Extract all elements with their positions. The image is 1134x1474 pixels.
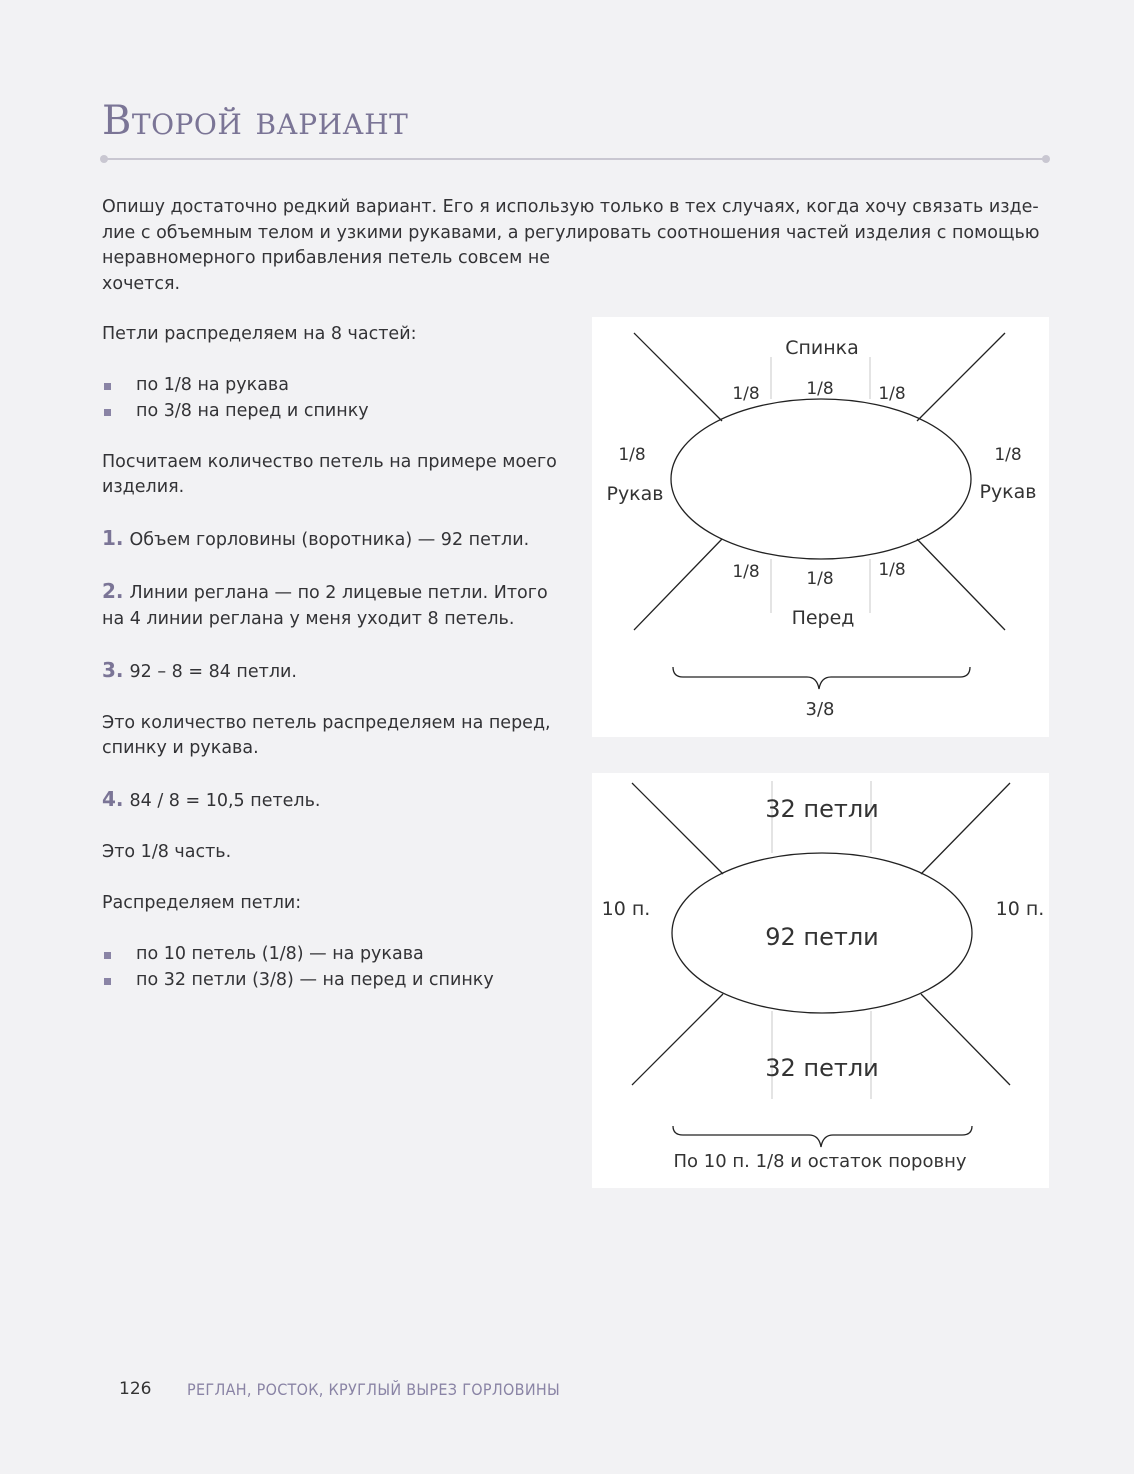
parts-list xyxy=(102,373,562,424)
label-right-loops: 10 п. xyxy=(995,898,1045,920)
brace-label: 3/8 xyxy=(805,699,835,720)
step-2 xyxy=(102,579,562,632)
step-text: Объем горловины (воротника) — 92 петли. xyxy=(129,530,530,550)
raglan-line xyxy=(917,539,1005,630)
brace xyxy=(673,667,970,689)
intro-line: хочется. xyxy=(102,273,181,294)
intro-line: неравномерного прибавления петель совсем не xyxy=(102,248,551,268)
distribute-loops xyxy=(102,891,562,917)
label-fraction: 1/8 xyxy=(732,384,760,404)
raglan-line xyxy=(634,333,722,421)
step-text: Линии реглана — по 2 лицевые петли. Итого xyxy=(129,583,548,603)
intro-paragraph xyxy=(102,195,1047,297)
count-intro xyxy=(102,450,562,501)
label-fraction: 1/8 xyxy=(994,445,1022,465)
brace-label: По 10 п. 1/8 и остаток поровну xyxy=(673,1151,967,1172)
label-fraction: 1/8 xyxy=(732,562,760,582)
step-text: 92 – 8 = 84 петли. xyxy=(129,661,297,682)
label-fraction: 1/8 xyxy=(878,384,906,404)
step-text: на 4 линии реглана у меня уходит 8 петель. xyxy=(102,608,515,629)
label-bottom-loops: 32 петли xyxy=(765,1054,879,1082)
label-fraction: 1/8 xyxy=(618,445,646,465)
count-intro-line: Посчитаем количество петель на примере моего xyxy=(102,451,557,472)
loops-list xyxy=(102,942,562,993)
running-head: РЕГЛАН, РОСТОК, КРУГЛЫЙ ВЫРЕЗ ГОРЛОВИНЫ xyxy=(187,1380,561,1399)
label-left-loops: 10 п. xyxy=(601,898,651,920)
step-1 xyxy=(102,526,562,554)
neckline-ellipse xyxy=(671,399,971,559)
distribute-note-line: Это количество петель распределяем на перед, xyxy=(102,712,551,733)
label-top-loops: 32 петли xyxy=(765,795,879,823)
distribute-note xyxy=(102,711,562,762)
intro-line: лие с объемным телом и узкими рукавами, а регулировать соотношения частей изделия с помощью xyxy=(102,222,1040,243)
label-fraction: 1/8 xyxy=(806,379,834,399)
label-sleeve-right: Рукав xyxy=(979,481,1037,503)
label-front: Перед xyxy=(791,607,855,629)
count-intro-line: изделия. xyxy=(102,477,185,497)
step-3 xyxy=(102,658,562,686)
raglan-line xyxy=(632,783,723,874)
page-number: 126 xyxy=(119,1379,152,1399)
raglan-fraction-diagram xyxy=(592,317,1049,737)
raglan-line xyxy=(917,333,1005,421)
label-fraction: 1/8 xyxy=(878,560,906,580)
label-fraction: 1/8 xyxy=(806,569,834,589)
distribute-intro-text: Петли распределяем на 8 частей: xyxy=(102,324,417,344)
label-back: Спинка xyxy=(785,337,859,359)
distribute-loops-text: Распределяем петли: xyxy=(102,893,302,913)
raglan-line xyxy=(921,783,1010,874)
raglan-line xyxy=(921,994,1010,1085)
raglan-line xyxy=(634,539,722,630)
instructions-column xyxy=(102,322,562,1019)
step-number: 2. xyxy=(102,579,124,603)
part-note-text: Это 1/8 часть. xyxy=(102,842,232,862)
step-4 xyxy=(102,787,562,815)
list-item: по 10 петель (1/8) — на рукава xyxy=(102,942,562,968)
page-title: Второй вариант xyxy=(102,98,409,144)
label-sleeve-left: Рукав xyxy=(606,483,664,505)
label-center-loops: 92 петли xyxy=(765,923,879,951)
list-item: по 1/8 на рукава xyxy=(102,373,562,399)
part-note xyxy=(102,840,562,866)
raglan-loops-diagram xyxy=(592,773,1049,1188)
step-text: 84 / 8 = 10,5 петель. xyxy=(129,791,321,811)
title-divider xyxy=(104,158,1046,160)
brace xyxy=(673,1126,972,1147)
distribute-intro xyxy=(102,322,562,348)
step-number: 3. xyxy=(102,657,124,682)
list-item: по 3/8 на перед и спинку xyxy=(102,399,562,425)
distribute-note-line: спинку и рукава. xyxy=(102,738,259,758)
list-item: по 32 петли (3/8) — на перед и спинку xyxy=(102,968,562,994)
raglan-line xyxy=(632,994,723,1085)
step-number: 4. xyxy=(102,787,124,811)
intro-line: Опишу достаточно редкий вариант. Его я использую только в тех случаях, когда хочу связать изде- xyxy=(102,197,1039,217)
step-number: 1. xyxy=(102,526,124,550)
